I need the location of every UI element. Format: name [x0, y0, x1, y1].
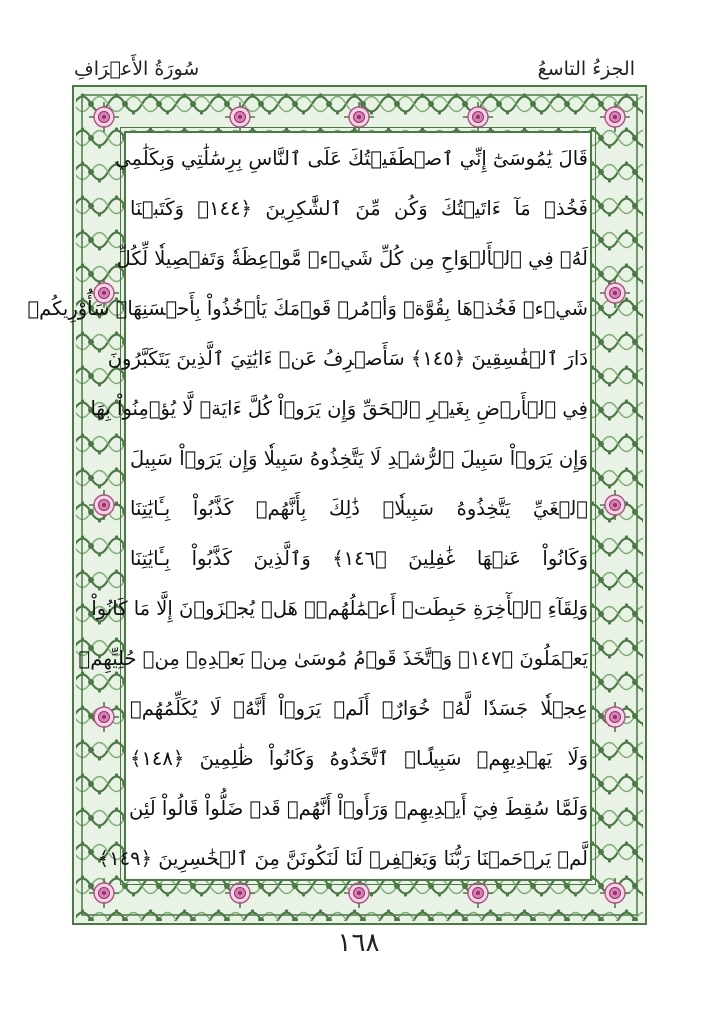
verse-line: يَعۡمَلُونَ ﴿١٤٧﴾ وَٱتَّخَذَ قَوۡمُ مُوسَىٰ مِنۢ بَعۡدِهِۦ مِنۡ حُلِيِّهِمۡ [78, 647, 588, 670]
juz-title: الجزءُ التاسعُ [537, 58, 635, 80]
verse-line: ٱلۡغَيِّ يَتَّخِذُوهُ سَبِيلٗاۚ ذَٰلِكَ بِأَنَّهُمۡ كَذَّبُواْ بِـَٔايَٰتِنَا [130, 497, 588, 520]
verse-line: عِجۡلٗا جَسَدٗا لَّهُۥ خُوَارٌۚ أَلَمۡ يَرَوۡاْ أَنَّهُۥ لَا يُكَلِّمُهُمۡ [130, 697, 588, 720]
surah-title: سُورَةُ الأَعۡرَافِ [74, 58, 200, 80]
page-number: ١٦٨ [337, 928, 380, 958]
verse-line: لَهُۥ فِي ٱلۡأَلۡوَاحِ مِن كُلِّ شَيۡءٖ مَّوۡعِظَةٗ وَتَفۡصِيلٗا لِّكُلِّ [116, 247, 588, 270]
verse-line: وَلَمَّا سُقِطَ فِيٓ أَيۡدِيهِمۡ وَرَأَوۡاْ أَنَّهُمۡ قَدۡ ضَلُّواْ قَالُواْ لَئِن [129, 797, 588, 820]
verse-line: وَلِقَآءِ ٱلۡأٓخِرَةِ حَبِطَتۡ أَعۡمَٰلُهُمۡۚ هَلۡ يُجۡزَوۡنَ إِلَّا مَا كَانُواْ [91, 597, 588, 620]
verse-line: وَإِن يَرَوۡاْ سَبِيلَ ٱلرُّشۡدِ لَا يَتَّخِذُوهُ سَبِيلٗا وَإِن يَرَوۡاْ سَبِيلَ [130, 447, 588, 470]
verse-line: فِي ٱلۡأَرۡضِ بِغَيۡرِ ٱلۡحَقِّ وَإِن يَرَوۡاْ كُلَّ ءَايَةٖ لَّا يُؤۡمِنُواْ بِهَا [90, 397, 588, 420]
verse-line: دَارَ ٱلۡفَٰسِقِينَ ﴿١٤٥﴾ سَأَصۡرِفُ عَنۡ ءَايَٰتِيَ ٱلَّذِينَ يَتَكَبَّرُونَ [107, 347, 588, 370]
verse-line: قَالَ يَٰمُوسَىٰٓ إِنِّي ٱصۡطَفَيۡتُكَ عَلَى ٱلنَّاسِ بِرِسَٰلَٰتِي وَبِكَلَٰمِي [115, 147, 588, 170]
verse-line: لَّمۡ يَرۡحَمۡنَا رَبُّنَا وَيَغۡفِرۡ لَنَا لَنَكُونَنَّ مِنَ ٱلۡخَٰسِرِينَ ﴿١٤٩﴾ [97, 847, 588, 870]
verse-line: وَكَانُواْ عَنۡهَا غَٰفِلِينَ ﴿١٤٦﴾ وَٱلَّذِينَ كَذَّبُواْ بِـَٔايَٰتِنَا [130, 547, 588, 570]
verse-line: شَيۡءٖ فَخُذۡهَا بِقُوَّةٖ وَأۡمُرۡ قَوۡمَكَ يَأۡخُذُواْ بِأَحۡسَنِهَاۚ سَأُوْرِيكُمۡ [27, 297, 588, 320]
verse-line: وَلَا يَهۡدِيهِمۡ سَبِيلًاۘ ٱتَّخَذُوهُ وَكَانُواْ ظَٰلِمِينَ ﴿١٤٨﴾ [130, 747, 588, 770]
verse-line: فَخُذۡ مَآ ءَاتَيۡتُكَ وَكُن مِّنَ ٱلشَّٰكِرِينَ ﴿١٤٤﴾ وَكَتَبۡنَا [130, 197, 588, 220]
